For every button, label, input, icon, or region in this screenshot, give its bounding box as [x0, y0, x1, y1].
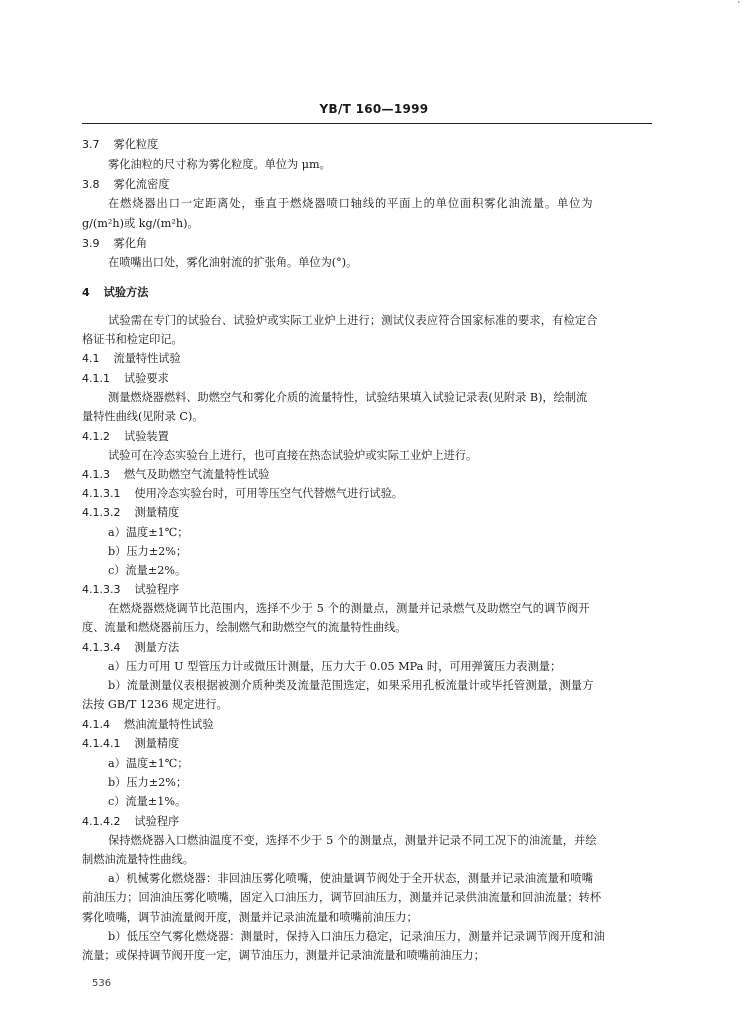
- section-number: 3.9: [82, 237, 100, 250]
- section-title: 流量特性试验: [113, 352, 181, 365]
- header-rule: [82, 123, 652, 124]
- list-item-flow-method-line2: 法按 GB/T 1236 规定进行。: [82, 698, 228, 711]
- section-4-1-1-body-line2: 量特性曲线(见附录 C)。: [82, 410, 204, 423]
- page-header-code: YB/T 160—1999: [319, 102, 429, 116]
- list-item-flow: c）流量±2%。: [108, 564, 187, 577]
- section-4-1-4-2-heading: [82, 815, 179, 829]
- section-title: 试验装置: [124, 430, 169, 443]
- section-number: 4.1: [82, 352, 100, 365]
- list-item-temperature: a）温度±1℃；: [108, 757, 189, 770]
- list-item-flow: c）流量±1%。: [108, 795, 187, 808]
- section-title: 燃油流量特性试验: [124, 718, 214, 731]
- section-3-9-body: 在喷嘴出口处，雾化油射流的扩张角。单位为(°)。: [108, 256, 358, 269]
- list-item-mechanical-line1: a）机械雾化燃烧器：非回油压雾化喷嘴，使油量调节阀处于全开状态，测量并记录油流量和喷嘴: [108, 872, 594, 885]
- section-4-1-1-heading: [82, 372, 169, 386]
- corner-mark: ': [737, 0, 740, 9]
- section-title: 测量方法: [134, 641, 180, 654]
- section-4-1-3-3-body-line1: 在燃烧器燃烧调节比范围内，选择不少于 5 个的测量点，测量并记录燃气及助燃空气的调节阀开: [108, 602, 590, 615]
- list-item-pressure-method: a）压力可用 U 型管压力计或微压计测量，压力大于 0.05 MPa 时，可用弹簧压力表测量；: [108, 660, 562, 673]
- section-4-1-4-2-body-line2: 制燃油流量特性曲线。: [82, 853, 194, 866]
- section-number: 4.1.3.4: [82, 641, 121, 654]
- section-3-7-body: 雾化油粒的尺寸称为雾化粒度。单位为 μm。: [108, 158, 331, 171]
- section-4-1-4-heading: [82, 718, 214, 732]
- section-title: 测量精度: [134, 737, 180, 750]
- section-number: 3.7: [82, 138, 100, 151]
- section-title: 试验程序: [134, 583, 180, 596]
- section-4-1-4-1-heading: [82, 737, 179, 751]
- section-number: 4.1.2: [82, 430, 110, 443]
- list-item-low-pressure-line1: b）低压空气雾化燃烧器：测量时，保持入口油压力稳定，记录油压力，测量并记录调节阀开度和油: [108, 930, 606, 943]
- section-4-1-3-4-heading: [82, 641, 179, 655]
- list-item-mechanical-line3: 雾化喷嘴，调节油流量阀开度，测量并记录油流量和喷嘴前油压力；: [82, 911, 418, 924]
- section-number: 4.1.4: [82, 718, 110, 731]
- section-number: 3.8: [82, 178, 100, 191]
- section-3-8-heading: [82, 178, 169, 192]
- page-number: 536: [92, 978, 112, 989]
- section-3-7-heading: [82, 138, 158, 152]
- section-number: 4.1.3.3: [82, 583, 121, 596]
- section-4-1-1-body-line1: 测量燃烧器燃料、助燃空气和雾化介质的流量特性，试验结果填入试验记录表(见附录 B)，绘制流: [108, 391, 588, 404]
- list-item-temperature: a）温度±1℃；: [108, 526, 189, 539]
- section-number: 4: [82, 286, 90, 299]
- section-4-1-heading: [82, 352, 181, 366]
- section-4-body-line2: 格证书和检定印记。: [82, 333, 183, 346]
- section-title: 试验方法: [103, 285, 149, 299]
- section-3-9-heading: [82, 237, 147, 251]
- section-4-1-3-3-body-line2: 度、流量和燃烧器前压力，绘制燃气和助燃空气的流量特性曲线。: [82, 621, 407, 634]
- section-4-1-3-2-heading: [82, 506, 179, 520]
- list-item-pressure: b）压力±2%；: [108, 776, 188, 789]
- section-3-8-body-line2: g/(m²h)或 kg/(m²h)。: [82, 217, 199, 230]
- list-item-flow-method-line1: b）流量测量仪表根据被测介质种类及流量范围选定，如果采用孔板流量计或毕托管测量，测量方: [108, 679, 594, 692]
- section-number: 4.1.4.1: [82, 737, 121, 750]
- section-4-body-line1: 试验需在专门的试验台、试验炉或实际工业炉上进行；测试仪表应符合国家标准的要求，有检定合: [108, 314, 598, 327]
- section-number: 4.1.3.2: [82, 506, 121, 519]
- section-title: 雾化粒度: [113, 138, 159, 151]
- list-item-pressure: b）压力±2%；: [108, 545, 188, 558]
- section-title: 测量精度: [134, 506, 180, 519]
- section-4-1-3-3-heading: [82, 583, 179, 597]
- section-title: 试验要求: [124, 372, 169, 385]
- section-4-1-2-heading: [82, 430, 169, 444]
- section-4-1-2-body: 试验可在冷态实验台上进行，也可直接在热态试验炉或实际工业炉上进行。: [108, 449, 478, 462]
- list-item-low-pressure-line2: 流量；或保持调节阀开度一定，调节油压力，测量并记录油流量和喷嘴前油压力；: [82, 949, 485, 962]
- section-3-8-body-line1: 在燃烧器出口一定距离处，垂直于燃烧器喷口轴线的平面上的单位面积雾化油流量。单位为: [108, 197, 594, 210]
- section-number: 4.1.3.1: [82, 487, 121, 500]
- section-title: 燃气及助燃空气流量特性试验: [124, 468, 270, 481]
- section-4-1-3-heading: [82, 468, 269, 482]
- list-item-mechanical-line2: 前油压力；回油油压雾化喷嘴，固定入口油压力，调节回油压力，测量并记录供油流量和回油流量；转杯: [82, 891, 602, 904]
- section-number: 4.1.3: [82, 468, 110, 481]
- section-4-1-3-1: [82, 487, 403, 501]
- section-body: 使用冷态实验台时，可用等压空气代替燃气进行试验。: [134, 487, 403, 500]
- section-number: 4.1.1: [82, 372, 110, 385]
- section-4-1-4-2-body-line1: 保持燃烧器入口燃油温度不变，选择不少于 5 个的测量点，测量并记录不同工况下的油流量，并绘: [108, 834, 597, 847]
- section-title: 雾化流密度: [113, 178, 170, 191]
- section-4-heading: [82, 285, 148, 300]
- section-title: 雾化角: [113, 237, 148, 250]
- section-number: 4.1.4.2: [82, 815, 121, 828]
- section-title: 试验程序: [134, 815, 180, 828]
